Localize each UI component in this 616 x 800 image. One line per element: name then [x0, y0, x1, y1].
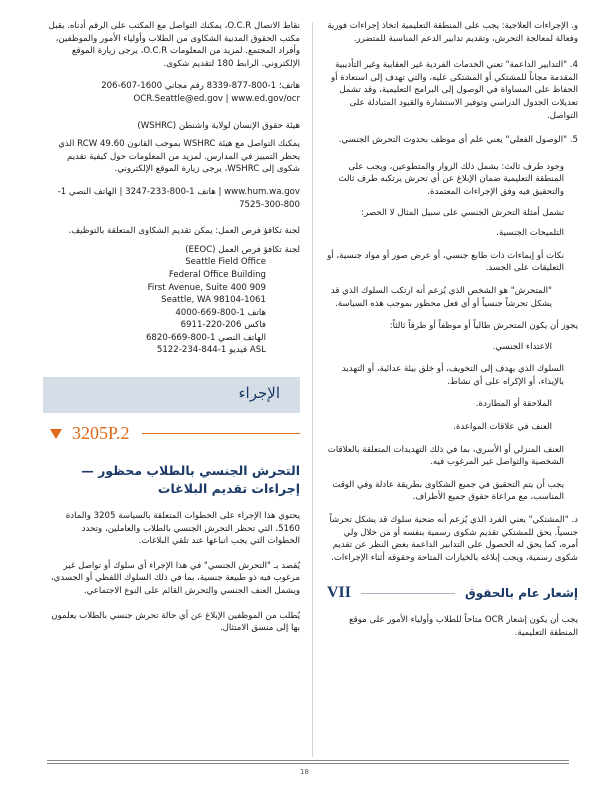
procedure-title: التحرش الجنسي بالطلاب محظور — إجراءات تقديم البلاغات [81, 463, 300, 497]
list-item: العنف المنزلي أو الأسري، بما في ذلك التهديدات المتعلقة بالعلاقات الشخصية والتواصل غير المرغوب فيه. [327, 444, 564, 468]
eeoc-phone: هاتف 1-800-669-4000 [175, 307, 266, 318]
column-divider [312, 22, 313, 757]
eeoc-fax: فاكس 206-220-6911 [180, 320, 266, 331]
procedure-band-title: الإجراء [238, 384, 280, 403]
code-rule [142, 433, 300, 434]
body-paragraph: التلميحات الجنسية. [496, 228, 564, 239]
body-paragraph: و. الإجراءات العلاجية: يجب على المنطقة التعليمية اتخاذ إجراءات فورية وفعالة لمعالجة التحرش، وتقديم تدابير الدعم المناسبة للمتضرر. [327, 21, 578, 44]
right-column [325, 20, 578, 640]
definition-respondent: "المتحرش" هو الشخص الذي يُزعم أنه ارتكب السلوك الذي قد يشكل تحرشاً جنسياً أو أي فعل محظور بموجب هذه السياسة. [330, 285, 552, 309]
definition-actual-knowledge: 5. "الوصول الفعلي" يعني علم أي موظف بحدوث التحرش الجنسي. [338, 135, 578, 146]
procedure-paragraph: يُطلب من الموظفين الإبلاغ عن أي حالة تحرش جنسي بالطلاب يعلمون بها إلى منسق الامتثال. [51, 610, 300, 634]
ocr-phone: 206-607-1600 هاتف؛ 1-800-877-8339 رقم مجاني [101, 81, 300, 92]
procedure-code: 3205P.2 [72, 423, 130, 444]
definition-supportive-measures: 4. "التدابير الداعمة" تعني الخدمات الفردية غير العقابية وغير التأديبية المقدمة مجاناً للمشتكي أو المشتكى عليه، والتي تهدف إلى استعادة أو الحفاظ على المساواة في الوصول إلى البرامج التعليمية، وقد تشمل تعديلات الجدول الدراسي وتوفير الاستشارة والقيود المتبادلة على التواصل. [330, 60, 578, 121]
eeoc-asl: ASL فيديو 1-844-234-5122 [156, 345, 266, 356]
triangle-icon [50, 429, 62, 439]
body-paragraph: يجوز أن يكون المتحرش طالباً أو موظفاً أو طرفاً ثالثاً: [389, 321, 578, 332]
whrc-contact: www.hum.wa.gov | هاتف 1-800-233-3247 | الهاتف النصي 1-800-300-7525 [57, 186, 300, 210]
list-item: السلوك الذي يهدف إلى التخويف، أو خلق بيئة عدائية، أو التهديد بالإيذاء، أو الإكراه على أي نشاط. [341, 364, 564, 387]
ocr-intro: نقاط الاتصال O.C.R، يمكنك التواصل مع المكتب على الرقم أدناه. يقبل مكتب الحقوق المدنية الشكاوى من الطلاب وأولياء الأمور والموظفين، وأفراد المجتمع. لمزيد من المعلومات O.C.R، يرجى زيارة الموقع الإلكتروني. الرابط 180 لتقديم شكوى. [48, 21, 300, 69]
left-column [47, 20, 300, 635]
eeoc-address-line: Seattle, WA 98104-1061 [161, 295, 266, 306]
section-title: إشعار عام بالحقوق [464, 586, 578, 601]
eeoc-address-line: First Avenue, Suite 400 909 [147, 282, 266, 293]
ocr-email: OCR.Seattle@ed.gov | www.ed.gov/ocr [133, 93, 300, 104]
section-rule [361, 593, 455, 594]
procedure-code-row [47, 423, 300, 444]
whrc-body: يمكنك التواصل مع هيئة WSHRC بموجب القانون RCW 49.60 الذي يحظر التمييز في المدارس. لمزيد من المعلومات حول كيفية تقديم شكوى إلى WSHRC، يرجى زيارة الموقع الإلكتروني. [58, 139, 300, 175]
procedure-band [43, 377, 300, 413]
page-number: 18 [300, 768, 309, 776]
eeoc-address-line: Seattle Field Office [185, 257, 266, 268]
footer-rule [47, 760, 569, 761]
procedure-paragraph: يحتوي هذا الإجراء على الخطوات المتعلقة بالسياسة 3205 والمادة 5160، التي تحظر التحرش الجنسي بالطلاب والعاملين، وتحدد الخطوات التي يجب اتباعها عند تلقي البلاغات. [65, 511, 300, 547]
body-paragraph: تشمل أمثلة التحرش الجنسي على سبيل المثال لا الحصر: [361, 207, 564, 218]
section-heading [325, 584, 578, 602]
definition-complainant: د. "المشتكي" يعني الفرد الذي يُزعم أنه ضحية سلوك قد يشكل تحرشاً جنسياً. يحق للمشتكي تقديم شكوى رسمية بنفسه أو من خلال ولي أمره، كما يحق له الحصول على التدابير الداعمة بغض النظر عن تقديم شكوى رسمية، ويجب إبلاغه بالخيارات المتاحة وحقوقه أثناء الإجراءات. [329, 515, 578, 563]
footer-rule [47, 763, 569, 764]
procedure-paragraph: يُقصد بـ "التحرش الجنسي" في هذا الإجراء أي سلوك أو تواصل غير مرغوب فيه ذو طبيعة جنسية، بما في ذلك السلوك اللفظي أو الجسدي، ويشمل العنف الجنسي والتحرش القائم على النوع الاجتماعي. [50, 560, 300, 597]
whrc-heading: هيئة حقوق الإنسان لولاية واشنطن (WSHRC) [137, 120, 300, 131]
body-paragraph: نكات أو إيماءات ذات طابع جنسي، أو عرض صور أو مواد جنسية، أو التعليقات على الجسد. [327, 250, 564, 274]
eeoc-address-line: Federal Office Building [168, 269, 266, 280]
section-number: VII [327, 584, 352, 602]
list-item: العنف في علاقات المواعدة. [453, 422, 552, 433]
list-item: الاعتداء الجنسي. [492, 341, 552, 352]
body-paragraph: يجب أن يكون إشعار OCR متاحاً للطلاب وأولياء الأمور على موقع المنطقة التعليمية. [349, 615, 578, 638]
eeoc-heading: لجنة تكافؤ فرص العمل (EEOC) [185, 244, 300, 255]
eeoc-intro: لجنة تكافؤ فرص العمل: يمكن تقديم الشكاوى المتعلقة بالتوظيف. [68, 226, 300, 237]
body-paragraph: وجود طرف ثالث: يشمل ذلك الزوار والمتطوعين، ويجب على المنطقة التعليمية ضمان الإبلاغ عن أي تحرش يرتكبه طرف ثالث والتحقيق فيه وفق الإجراءات المعتمدة. [338, 161, 564, 197]
list-item: الملاحقة أو المطاردة. [475, 399, 552, 410]
list-item: يجب أن يتم التحقيق في جميع الشكاوى بطريقة عادلة وفي الوقت المناسب، مع مراعاة حقوق جميع الأطراف. [332, 479, 564, 503]
eeoc-address [47, 256, 266, 357]
eeoc-tty: الهاتف النصي 1-800-669-6820 [145, 332, 266, 343]
